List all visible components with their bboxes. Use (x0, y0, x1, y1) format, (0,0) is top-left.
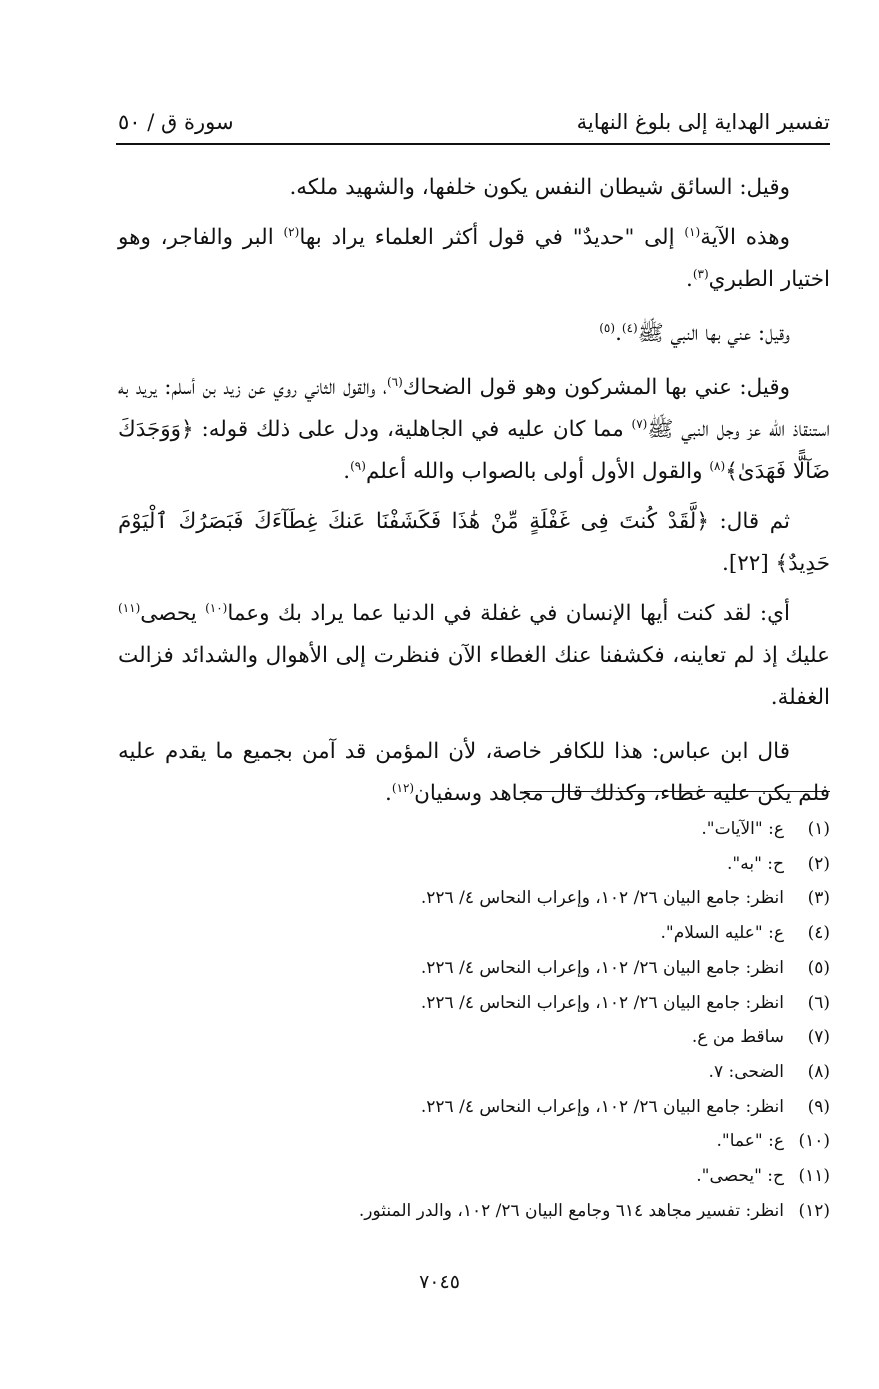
paragraph-7: قال ابن عباس: هذا للكافر خاصة، لأن المؤمن قد آمن بجميع ما يقدم عليه فلم يكن عليه غطاء، وكذلك قال مجاهد وسفيان$^{(١٢)}$. (118, 739, 830, 806)
footnotes (118, 812, 830, 1228)
footnote-item: (٣) انظر: جامع البيان ٢٦/ ١٠٢، وإعراب النحاس ٤/ ٢٢٦. (420, 888, 830, 909)
footnote-ref-3: (٣) (692, 266, 709, 281)
footnote-ref-4: (٤) (621, 320, 638, 335)
surah-label: سورة ق / ٥٠ (118, 110, 234, 134)
footnote-ref-8: (٨) (709, 458, 726, 473)
paragraph-2: وهذه الآية$^{(١)}$ إلى "حديدٌ" في قول أكثر العلماء يراد بها$^{(٢)}$ البر والفاجر، وهو اختيار الطبري$^{(٣)}$. (118, 224, 830, 292)
running-header (118, 100, 830, 136)
footnote-item: (٩) انظر: جامع البيان ٢٦/ ١٠٢، وإعراب النحاس ٤/ ٢٢٦. (420, 1096, 830, 1117)
paragraph-3: وقيل: عني بها النبي ﷺ$^{(٤)}$.$^{(٥)}$ (599, 320, 790, 346)
footnote-item: (٥) انظر: جامع البيان ٢٦/ ١٠٢، وإعراب النحاس ٤/ ٢٢٦. (420, 957, 830, 978)
paragraph-1: وقيل: السائق شيطان النفس يكون خلفها، والشهيد ملكه. (289, 175, 790, 200)
footnote-item: (٤) ع: "عليه السلام". (660, 923, 830, 944)
footnote-ref-6: (٦) (386, 374, 403, 389)
paragraph-6: أي: لقد كنت أيها الإنسان في غفلة في الدنيا عما يراد بك وعما$^{(١٠)}$ يحصى$^{(١١)}$ عليك إذ لم تعاينه، فكشفنا عنك الغطاء الآن فنظرت إلى الأهوال والشدائد فزالت الغفلة. (118, 600, 830, 710)
footnote-ref-9: (٩) (350, 458, 366, 473)
footnotes-divider (524, 791, 830, 792)
paragraph-5-verse: ثم قال: ﴿لَّقَدْ كُنتَ فِى غَفْلَةٍ مِّنْ هَٰذَا فَكَشَفْنَا عَنكَ غِطَآءَكَ فَبَصَرُكَ ٱلْيَوْمَ حَدِيدٌ﴾ [٢٢]. (118, 509, 830, 576)
footnote-item: (١١) ح: "يحصى". (696, 1166, 830, 1187)
footnote-ref-7: (٧) (631, 416, 648, 431)
book-title: تفسير الهداية إلى بلوغ النهاية (576, 110, 830, 134)
footnote-ref-12: (١٢) (391, 780, 415, 795)
footnote-item: (١) ع: "الآيات". (701, 819, 830, 839)
footnote-item: (١٠) ع: "عما". (716, 1131, 830, 1152)
footnote-ref-5: (٥) (599, 320, 616, 335)
header-divider (116, 143, 830, 145)
footnote-ref-1: (١) (684, 224, 701, 239)
paragraph-4: وقيل: عني بها المشركون وهو قول الضحاك$^{(٦)}$، والقول الثاني روي عن زيد بن أسلم: يريد به استنقاذ الله عز وجل النبي ﷺ$^{(٧)}$ مما كان عليه في الجاهلية، ودل على ذلك قوله: ﴿وَوَجَدَكَ ضَآلًّا فَهَدَىٰ﴾$^{(٨)}$ والقول الأول أولى بالصواب والله أعلم$^{(٩)}$. (118, 374, 830, 484)
footnote-item: (٧) ساقط من ع. (691, 1027, 830, 1048)
main-text (118, 167, 830, 823)
footnote-ref-2: (٢) (283, 224, 300, 239)
footnote-item: (٢) ح: "به". (727, 853, 830, 874)
footnote-ref-10: (١٠) (205, 600, 228, 615)
page-number: ٧٠٤٥ (419, 1271, 460, 1293)
footnote-item: (٦) انظر: جامع البيان ٢٦/ ١٠٢، وإعراب النحاس ٤/ ٢٢٦. (420, 992, 830, 1013)
footnote-item: (١٢) انظر: تفسير مجاهد ٦١٤ وجامع البيان ٢٦/ ١٠٢، والدر المنثور. (358, 1200, 830, 1221)
footnote-item: (٨) الضحى: ٧. (708, 1061, 830, 1082)
footnote-ref-11: (١١) (118, 600, 141, 615)
